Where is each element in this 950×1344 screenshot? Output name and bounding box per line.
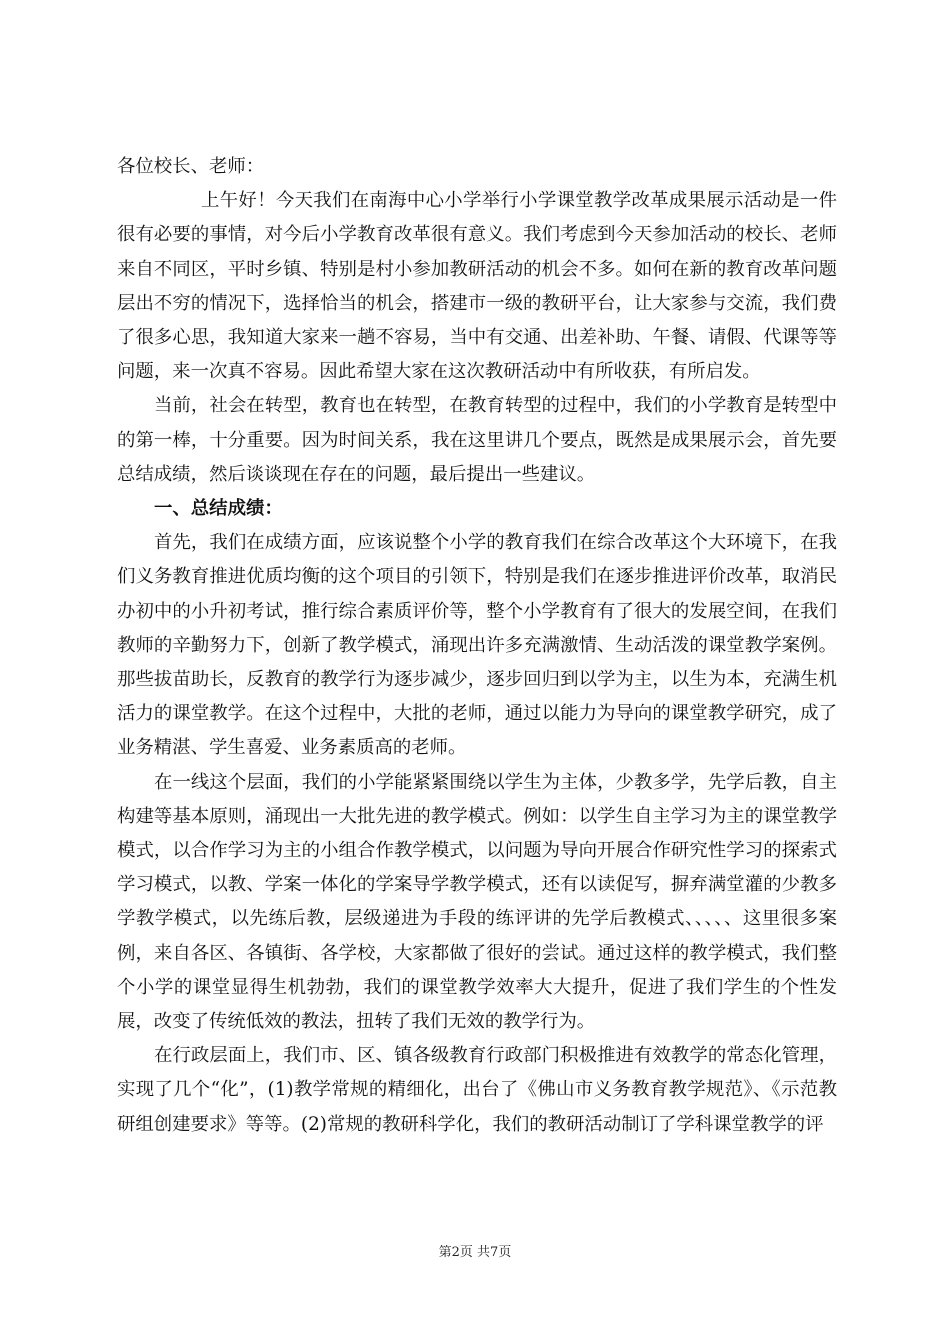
- document-body: [117, 150, 837, 1142]
- paragraph-administrative-level: 在行政层面上，我们市、区、镇各级教育行政部门积极推进有效教学的常态化管理，实现了几个“化”，(1)教学常规的精细化，出台了《佛山市义务教育教学规范》、《示范教研组创建要求》等等。(2)常规的教研科学化，我们的教研活动制订了学科课堂教学的评: [117, 1045, 837, 1135]
- paragraph-context: 当前，社会在转型，教育也在转型，在教育转型的过程中，我们的小学教育是转型中的第一棒，十分重要。因为时间关系，我在这里讲几个要点，既然是成果展示会，首先要总结成绩，然后谈谈现在存在的问题，最后提出一些建议。: [117, 395, 837, 485]
- paragraph-frontline-level: 在一线这个层面，我们的小学能紧紧围绕以学生为主体，少教多学，先学后教，自主构建等基本原则，涌现出一大批先进的教学模式。例如：以学生自主学习为主的课堂教学模式，以合作学习为主的小组合作教学模式，以问题为导向开展合作研究性学习的探索式学习模式，以教、学案一体化的学案导学教学模式，还有以读促写，摒弃满堂灌的少教多学教学模式，以先练后教，层级递进为手段的练评讲的先学后教模式、、、、、这里很多案例，来自各区、各镇街、各学校，大家都做了很好的尝试。通过这样的教学模式，我们整个小学的课堂显得生机勃勃，我们的课堂教学效率大大提升，促进了我们学生的个性发展，改变了传统低效的教法，扭转了我们无效的教学行为。: [117, 771, 837, 1033]
- page-number: 第2页 共7页: [438, 1245, 512, 1260]
- page-footer: [0, 1244, 950, 1262]
- paragraph-achievements-overview: 首先，我们在成绩方面，应该说整个小学的教育我们在综合改革这个大环境下，在我们义务教育推进优质均衡的这个项目的引领下，特别是我们在逐步推进评价改革，取消民办初中的小升初考试，推行综合素质评价等，整个小学教育有了很大的发展空间，在我们教师的辛勤努力下，创新了教学模式，涌现出许多充满激情、生动活泼的课堂教学案例。那些拔苗助长，反教育的教学行为逐步减少，逐步回归到以学为主，以生为本，充满生机活力的课堂教学。在这个过程中，大批的老师，通过以能力为导向的课堂教学研究，成了业务精湛、学生喜爱、业务素质高的老师。: [117, 532, 837, 759]
- salutation: 各位校长、老师：: [117, 156, 265, 177]
- section-heading-achievements: 一、总结成绩：: [154, 498, 283, 520]
- paragraph-greeting: 上午好！今天我们在南海中心小学举行小学课堂教学改革成果展示活动是一件很有必要的事情，对今后小学教育改革很有意义。我们考虑到今天参加活动的校长、老师来自不同区，平时乡镇、特别是村小参加教研活动的机会不多。如何在新的教育改革问题层出不穷的情况下，选择恰当的机会，搭建市一级的教研平台，让大家参与交流，我们费了很多心思，我知道大家来一趟不容易，当中有交通、出差补助、午餐、请假、代课等等问题，来一次真不容易。因此希望大家在这次教研活动中有所收获，有所启发。: [117, 190, 837, 383]
